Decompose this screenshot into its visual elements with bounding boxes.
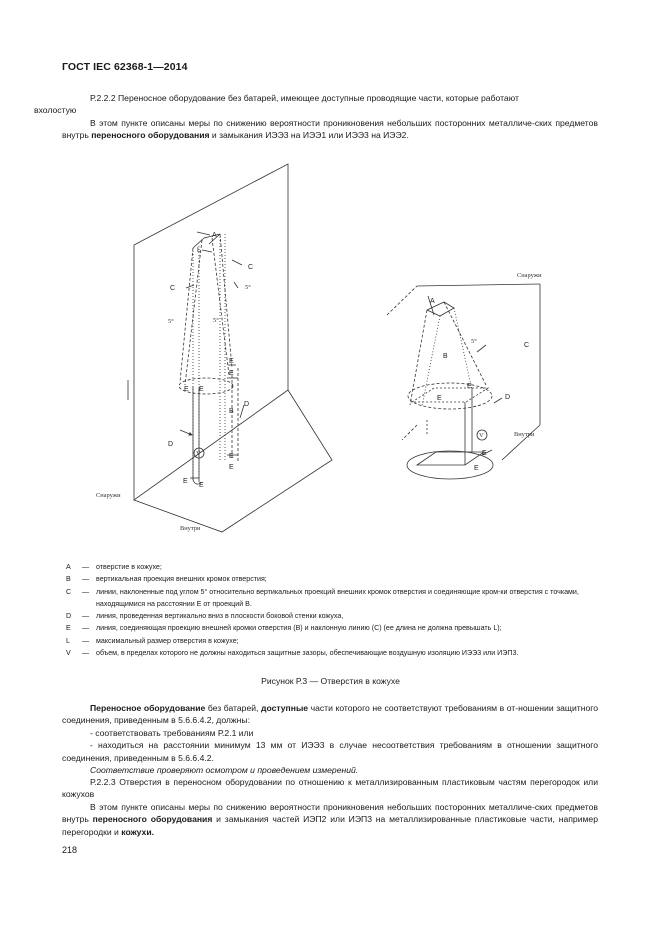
left-c-line: [180, 248, 193, 382]
left-label-c2: C: [170, 285, 176, 292]
left-label-c1: C: [248, 264, 254, 271]
body-text: В этом пункте описаны меры по снижению вероятности проникновения небольших посторонних металличе-ских предметов внутрь: [62, 118, 598, 141]
left-label-e7: E: [183, 478, 188, 485]
compliance-text: Соответствие проверяют осмотром и проведением измерений.: [90, 765, 359, 775]
legend-item-e: E — линия, соединяющая проекцию внешней кромки отверстия (B) и наклонную линию (C) (ее длина не должна превышать L);: [66, 622, 600, 634]
right-label-v: V: [479, 432, 484, 439]
body-text: и замыкания частей ИЭП2 или ИЭП3 на металлизированные пластиковые части, например перегородки и: [62, 814, 598, 837]
left-label-deg2: 5°: [168, 318, 174, 325]
right-label-a: A: [430, 298, 435, 305]
section-p223-body: [62, 801, 598, 838]
left-label-e1: E: [184, 386, 189, 393]
left-label-e6: E: [229, 464, 234, 471]
legend-item-v: V — объем, в пределах которого не должны находиться защитные зазоры, обеспечивающие воздушную изоляцию ИЭЭ3 или ИЭП3.: [66, 647, 600, 659]
right-label-e4: E: [474, 465, 479, 472]
right-label-e1: E: [437, 395, 442, 402]
list-item: - соответствовать требованиям Р.2.1 или: [90, 728, 254, 738]
left-label-v: V: [196, 450, 201, 457]
left-label-inside: Внутри: [180, 525, 201, 532]
right-label-e3: E: [482, 450, 487, 457]
legend-item-a: A — отверстие в кожухе;: [66, 561, 600, 573]
term: доступные: [260, 703, 309, 713]
left-label-b: B: [229, 408, 234, 415]
legend-text: объем, в пределах которого не должны находиться защитные зазоры, обеспечивающие воздушную изоляцию ИЭЭ3 или ИЭП3.: [96, 649, 519, 658]
legend-text: максимальный размер отверстия в кожухе;: [96, 636, 239, 645]
right-lower-plane: [417, 452, 484, 465]
left-label-e8: E: [199, 482, 204, 489]
body-term: переносного оборудования: [92, 814, 213, 825]
legend-text: линия, соединяющая проекцию внешней кромки отверстия (B) и наклонную линию (C) (ее длина не должна превышать L);: [96, 624, 502, 633]
left-label-d2: D: [168, 441, 174, 448]
legend-key: C: [66, 587, 72, 596]
enclosure-openings-figure: [62, 160, 602, 555]
section-p222-body: [62, 117, 598, 142]
legend-key: V: [66, 649, 71, 658]
legend-key: A: [66, 563, 71, 571]
left-label-deg1: 5°: [245, 284, 251, 291]
right-label-inside: Внутри: [514, 431, 535, 438]
left-label-deg3: 5°: [213, 317, 219, 324]
page-number: 218: [62, 845, 78, 855]
legend-key: D: [66, 612, 72, 621]
left-label-a: A: [212, 232, 217, 239]
left-label-d1: D: [244, 401, 250, 408]
left-label-e5: E: [229, 453, 234, 460]
body-text: без батарей,: [205, 703, 261, 713]
legend-key: B: [66, 575, 71, 584]
body-text: части которого не соответствуют требованиям в от-ношении защитного соединения, приведенным в 5.6.6.4.2, должны:: [62, 703, 598, 726]
body-text: и замыкания ИЭЭ3 на ИЭЭ1 или ИЭЭ3 на ИЭЭ2.: [209, 130, 409, 141]
body-term: кожухи.: [121, 826, 155, 837]
list-item: - находиться на расстоянии минимум 13 мм от ИЭЭ3 в случае несоответствия требованиям в отношении защитного соединения, приведенным в 5.6.6.4.2.: [62, 740, 598, 763]
legend-item-l: L — максимальный размер отверстия в кожухе;: [66, 635, 600, 647]
legend-key: L: [66, 636, 70, 645]
requirements-list: [62, 727, 598, 764]
left-label-outside: Снаружи: [96, 492, 121, 499]
compliance-note: [62, 764, 598, 776]
portable-equipment-paragraph: [62, 702, 598, 727]
left-label-e3: E: [229, 358, 234, 365]
body-text: В этом пункте описаны меры по снижению вероятности проникновения небольших посторонних металличе-ских предметов внутрь: [62, 802, 598, 825]
figure-caption: Рисунок Р.3 — Отверстия в кожухе: [261, 676, 400, 686]
right-label-d: D: [505, 394, 511, 401]
left-wall: [134, 164, 288, 500]
legend-key: E: [66, 624, 71, 633]
right-e-plane: [412, 388, 488, 402]
legend-text: отверстие в кожухе;: [96, 563, 162, 571]
legend-text: вертикальная проекция внешних кромок отверстия;: [96, 575, 267, 584]
right-label-deg: 5°: [471, 338, 477, 345]
legend-item-c: C — линии, наклоненные под углом 5° относительно вертикальных проекций внешних кромок отверстия и соединяющие кром-ки отверстия с точками, находящимися на расстоянии E от проекций B.: [66, 586, 600, 611]
section-p222-title: [34, 92, 598, 117]
section-p222-line1: Р.2.2.2 Переносное оборудование без батарей, имеющее доступные проводящие части, которые работают: [90, 93, 519, 103]
section-p222-line2: вхолостую: [34, 105, 77, 116]
legend-item-b: B — вертикальная проекция внешних кромок отверстия;: [66, 573, 600, 585]
legend-text: линии, наклоненные под углом 5° относительно вертикальных проекций внешних кромок отверстия и соединяющие кром-ки отверстия с точками, находящимися на расстоянии E от проекций B.: [96, 587, 579, 608]
section-p223-title: Р.2.2.3 Отверстия в переносном оборудовании по отношению к металлизированным пластиковым частям перегородок или кожухов: [62, 777, 598, 800]
document-header: ГОСТ IEC 62368-1—2014: [62, 61, 188, 73]
body-term: переносного оборудования: [91, 130, 210, 141]
right-label-c: C: [524, 342, 530, 349]
right-label-outside: Снаружи: [517, 272, 542, 279]
right-top-edge: [417, 284, 540, 286]
right-label-e2: E: [467, 383, 472, 390]
legend-text: линия, проведенная вертикально вниз в плоскости боковой стенки кожуха,: [96, 612, 344, 621]
term: Переносное оборудование: [90, 703, 206, 713]
right-label-b: B: [443, 353, 448, 360]
left-label-e4: E: [229, 370, 234, 377]
legend-item-d: D — линия, проведенная вертикально вниз в плоскости боковой стенки кожуха,: [66, 610, 600, 622]
left-label-l: L: [197, 247, 201, 254]
figure-legend: [66, 561, 600, 659]
left-label-e2: E: [199, 386, 204, 393]
